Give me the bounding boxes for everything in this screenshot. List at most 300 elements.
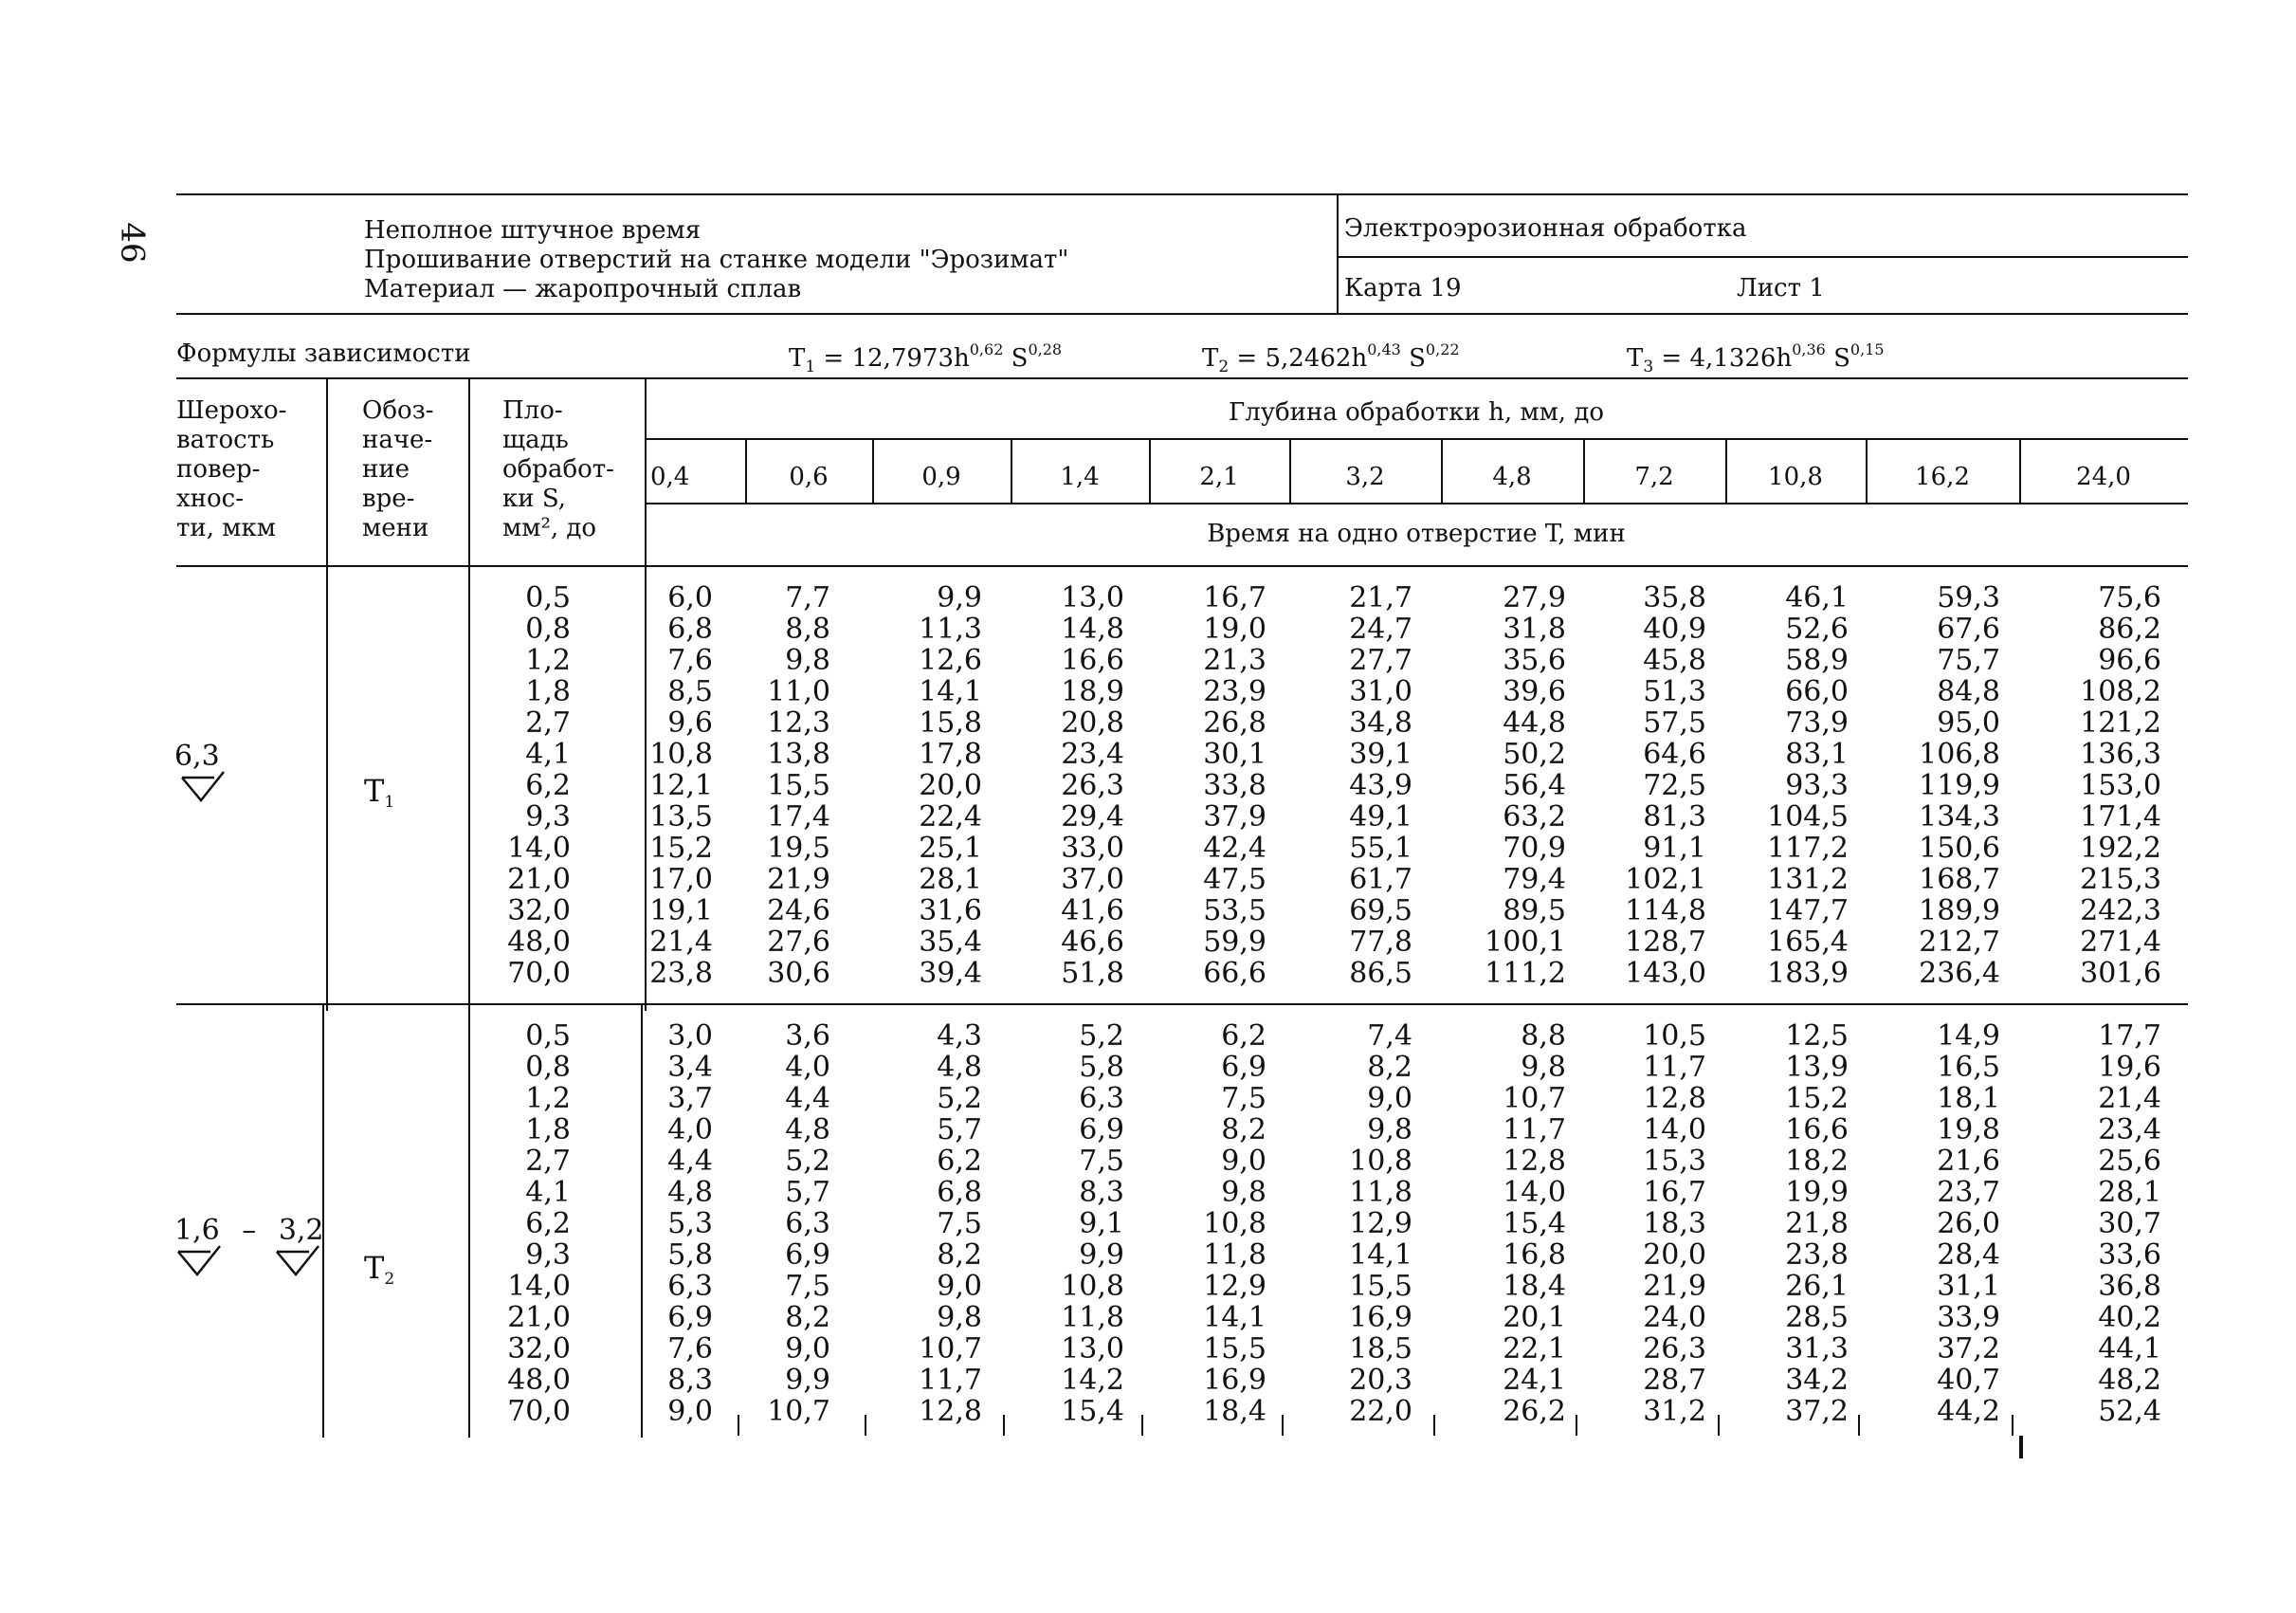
time-value: 12,8 [919, 1395, 982, 1428]
time-value: 12,3 [767, 706, 830, 740]
depth-header-cell: 4,8 [1492, 463, 1532, 491]
time-value: 15,2 [649, 832, 713, 865]
time-value: 46,6 [1061, 926, 1124, 959]
time-value: 4,3 [937, 1019, 982, 1053]
time-column [1471, 582, 1566, 989]
time-value: 75,6 [2098, 581, 2161, 614]
col-rule [468, 565, 470, 1011]
formulas-label: Формулы зависимости [176, 339, 471, 368]
col-rule [326, 377, 328, 565]
time-value: 15,4 [1061, 1395, 1124, 1428]
time-column [887, 582, 982, 989]
time-column [1754, 1020, 1849, 1427]
time-value: 17,8 [919, 738, 982, 771]
time-value: 19,1 [649, 894, 713, 927]
time-value: 37,2 [1785, 1395, 1849, 1428]
formula-t2 [1202, 336, 1460, 381]
area-value: 1,2 [525, 1082, 571, 1115]
time-value: 73,9 [1785, 706, 1849, 740]
time-value: 37,0 [1061, 863, 1124, 896]
time-value: 7,5 [937, 1207, 982, 1240]
depth-header-cell: 10,8 [1768, 463, 1823, 491]
data-col-rule [1141, 1415, 1143, 1436]
time-value: 9,9 [937, 581, 982, 614]
formula-t2-exp-s: 0,22 [1425, 340, 1460, 358]
time-value: 44,1 [2098, 1332, 2161, 1366]
time-value: 8,3 [667, 1364, 713, 1397]
data-col-rule [738, 1415, 739, 1436]
time-value: 8,2 [785, 1301, 830, 1334]
data-col-rule [1718, 1415, 1720, 1436]
depth-row-rule [645, 503, 2188, 504]
time-value: 165,4 [1767, 926, 1849, 959]
time-value: 16,6 [1061, 644, 1124, 677]
area-hdr-line: ки S, [502, 485, 566, 513]
time-value: 10,8 [1203, 1207, 1266, 1240]
roughness-dash: – [242, 1214, 257, 1247]
time-value: 31,6 [919, 894, 982, 927]
time-value: 24,1 [1503, 1364, 1566, 1397]
time-value: 21,8 [1785, 1207, 1849, 1240]
roughness-a: 1,6 [174, 1214, 220, 1247]
time-value: 8,2 [1221, 1113, 1266, 1146]
designation-hdr-line: ние [362, 455, 410, 484]
time-value: 9,6 [667, 706, 713, 740]
time-value: 12,8 [1643, 1082, 1706, 1115]
depth-header-cell: 0,9 [921, 463, 961, 491]
time-value: 17,7 [2098, 1019, 2161, 1053]
time-value: 23,4 [1061, 738, 1124, 771]
time-value: 21,7 [1349, 581, 1412, 614]
time-column [1172, 1020, 1266, 1427]
time-value: 20,0 [919, 769, 982, 802]
data-col-rule [1576, 1415, 1577, 1436]
time-value: 10,5 [1643, 1019, 1706, 1053]
time-value: 6,0 [667, 581, 713, 614]
time-value: 12,9 [1203, 1270, 1266, 1303]
data-col-rule [1858, 1415, 1860, 1436]
time-value: 72,5 [1643, 769, 1706, 802]
time-value: 14,1 [919, 675, 982, 708]
time-value: 69,5 [1349, 894, 1412, 927]
header-title [364, 216, 1068, 304]
time-value: 39,1 [1349, 738, 1412, 771]
time-value: 6,9 [1079, 1113, 1124, 1146]
formulas-bottom-rule [176, 377, 2188, 379]
time-value: 14,0 [1503, 1176, 1566, 1209]
area-value: 2,7 [525, 706, 571, 740]
time-value: 61,7 [1349, 863, 1412, 896]
depth-col-rule [1725, 438, 1727, 503]
area-hdr-line: обработ- [502, 455, 614, 484]
time-value: 19,9 [1785, 1176, 1849, 1209]
time-value: 11,0 [767, 675, 830, 708]
time-value: 64,6 [1643, 738, 1706, 771]
time-value: 52,4 [2098, 1395, 2161, 1428]
time-value: 40,9 [1643, 613, 1706, 646]
time-value: 26,8 [1203, 706, 1266, 740]
time-column [1905, 1020, 2000, 1427]
time-value: 31,3 [1785, 1332, 1849, 1366]
time-value: 21,3 [1203, 644, 1266, 677]
time-column [1030, 1020, 1124, 1427]
time-value: 15,3 [1643, 1145, 1706, 1178]
time-value: 114,8 [1625, 894, 1706, 927]
time-value: 4,8 [937, 1051, 982, 1084]
time-column [2067, 582, 2161, 989]
time-value: 26,1 [1785, 1270, 1849, 1303]
formula-t3-sym: T [1627, 344, 1644, 373]
time-value: 16,9 [1349, 1301, 1412, 1334]
depth-header: Глубина обработки h, мм, до [1228, 398, 1604, 427]
time-value: 9,8 [785, 644, 830, 677]
data-col-rule [2012, 1415, 2014, 1436]
area-value: 21,0 [507, 1301, 571, 1334]
time-value: 15,4 [1503, 1207, 1566, 1240]
time-value: 111,2 [1485, 957, 1566, 990]
time-value: 20,8 [1061, 706, 1124, 740]
time-column [1471, 1020, 1566, 1427]
time-value: 6,9 [667, 1301, 713, 1334]
time-value: 4,4 [667, 1145, 713, 1178]
time-value: 11,8 [1349, 1176, 1412, 1209]
depth-col-rule [745, 438, 747, 503]
time-value: 4,4 [785, 1082, 830, 1115]
time-value: 43,9 [1349, 769, 1412, 802]
time-value: 86,5 [1349, 957, 1412, 990]
time-value: 16,9 [1203, 1364, 1266, 1397]
time-value: 6,9 [785, 1238, 830, 1272]
time-value: 66,0 [1785, 675, 1849, 708]
time-value: 134,3 [1919, 800, 2000, 834]
time-value: 47,5 [1203, 863, 1266, 896]
time-value: 22,0 [1349, 1395, 1412, 1428]
time-column [618, 582, 713, 989]
time-value: 29,4 [1061, 800, 1124, 834]
time-column [1754, 582, 1849, 989]
time-value: 192,2 [2080, 832, 2161, 865]
area-value: 70,0 [507, 1395, 571, 1428]
time-value: 34,8 [1349, 706, 1412, 740]
time-value: 51,3 [1643, 675, 1706, 708]
time-value: 143,0 [1625, 957, 1706, 990]
time-value: 66,6 [1203, 957, 1266, 990]
time-column [2067, 1020, 2161, 1427]
col-rule [468, 377, 470, 565]
time-value: 11,3 [919, 613, 982, 646]
time-value: 9,9 [785, 1364, 830, 1397]
time-value: 6,3 [667, 1270, 713, 1303]
time-value: 19,6 [2098, 1051, 2161, 1084]
depth-header-rule [645, 438, 2188, 440]
time-value: 95,0 [1937, 706, 2000, 740]
time-value: 15,8 [919, 706, 982, 740]
data-col-rule [1282, 1415, 1284, 1436]
time-value: 45,8 [1643, 644, 1706, 677]
time-value: 28,4 [1937, 1238, 2000, 1272]
time-value: 121,2 [2080, 706, 2161, 740]
time-value: 33,8 [1203, 769, 1266, 802]
time-value: 128,7 [1625, 926, 1706, 959]
time-value: 15,5 [1349, 1270, 1412, 1303]
time-value: 18,5 [1349, 1332, 1412, 1366]
time-value: 16,7 [1203, 581, 1266, 614]
formula-t3 [1627, 336, 1885, 381]
designation-hdr-line: вре- [362, 485, 415, 513]
time-value: 13,0 [1061, 1332, 1124, 1366]
roughness-6-3-value: 6,3 [174, 740, 220, 773]
time-value: 9,8 [1367, 1113, 1412, 1146]
col-designation-header [362, 396, 434, 543]
area-hdr-line: мм², до [502, 514, 597, 542]
area-value: 21,0 [507, 863, 571, 896]
time-value: 19,5 [767, 832, 830, 865]
depth-col-rule [1289, 438, 1291, 503]
time-value: 27,7 [1349, 644, 1412, 677]
roughness-hdr-line: ватость [176, 426, 275, 454]
time-value: 18,2 [1785, 1145, 1849, 1178]
roughness-hdr-line: ти, мкм [176, 514, 276, 542]
time-value: 30,7 [2098, 1207, 2161, 1240]
time-value: 23,8 [1785, 1238, 1849, 1272]
time-value: 39,6 [1503, 675, 1566, 708]
time-value: 30,6 [767, 957, 830, 990]
time-column [1172, 582, 1266, 989]
time-value: 26,0 [1937, 1207, 2000, 1240]
time-value: 70,9 [1503, 832, 1566, 865]
col-area-header [502, 396, 614, 543]
time-value: 5,2 [785, 1145, 830, 1178]
time-value: 50,2 [1503, 738, 1566, 771]
time-value: 35,8 [1643, 581, 1706, 614]
time-value: 19,0 [1203, 613, 1266, 646]
sheet-number: Лист 1 [1737, 274, 1825, 302]
designation-t1-sub: 1 [384, 793, 395, 812]
block-separator-rule [176, 1003, 2188, 1005]
time-value: 16,6 [1785, 1113, 1849, 1146]
time-value: 16,5 [1937, 1051, 2000, 1084]
designation-hdr-line: мени [362, 514, 429, 542]
time-value: 55,1 [1349, 832, 1412, 865]
time-value: 13,5 [649, 800, 713, 834]
time-value: 8,2 [1367, 1051, 1412, 1084]
formula-t3-coef: = 4,1326h [1653, 344, 1793, 373]
time-value: 242,3 [2080, 894, 2161, 927]
roughness-hdr-line: повер- [176, 455, 261, 484]
time-value: 9,8 [1221, 1176, 1266, 1209]
time-value: 7,5 [1221, 1082, 1266, 1115]
area-value: 4,1 [525, 738, 571, 771]
time-value: 20,3 [1349, 1364, 1412, 1397]
time-value: 22,4 [919, 800, 982, 834]
time-value: 31,2 [1643, 1395, 1706, 1428]
time-value: 150,6 [1919, 832, 2000, 865]
time-column [1612, 1020, 1706, 1427]
time-value: 5,8 [667, 1238, 713, 1272]
time-value: 27,9 [1503, 581, 1566, 614]
time-value: 6,8 [937, 1176, 982, 1209]
area-value: 70,0 [507, 957, 571, 990]
time-value: 91,1 [1643, 832, 1706, 865]
title-line-1: Неполное штучное время [364, 216, 702, 245]
time-value: 10,8 [1349, 1145, 1412, 1178]
time-value: 18,4 [1503, 1270, 1566, 1303]
time-value: 18,9 [1061, 675, 1124, 708]
time-value: 11,7 [1503, 1113, 1566, 1146]
depth-header-cell: 2,1 [1199, 463, 1239, 491]
time-value: 4,8 [667, 1176, 713, 1209]
time-value: 12,5 [1785, 1019, 1849, 1053]
formula-t1-exp-h: 0,62 [969, 340, 1004, 358]
time-value: 37,9 [1203, 800, 1266, 834]
time-value: 16,8 [1503, 1238, 1566, 1272]
formula-t1-exp-s: 0,28 [1028, 340, 1063, 358]
depth-header-cell: 16,2 [1915, 463, 1970, 491]
time-value: 9,1 [1079, 1207, 1124, 1240]
time-value: 21,6 [1937, 1145, 2000, 1178]
time-value: 21,9 [767, 863, 830, 896]
designation-t1 [364, 773, 394, 812]
time-value: 75,7 [1937, 644, 2000, 677]
time-value: 10,7 [919, 1332, 982, 1366]
depth-header-cell: 3,2 [1345, 463, 1385, 491]
page-number: 46 [113, 222, 152, 264]
formula-t2-s: S [1400, 344, 1426, 373]
time-value: 12,6 [919, 644, 982, 677]
time-value: 40,2 [2098, 1301, 2161, 1334]
time-column [887, 1020, 982, 1427]
depth-col-rule [1149, 438, 1151, 503]
time-value: 3,7 [667, 1082, 713, 1115]
roughness-hdr-line: Шерохо- [176, 396, 287, 425]
time-value: 215,3 [2080, 863, 2161, 896]
header-right-rule [1337, 256, 2188, 258]
time-column [1318, 582, 1412, 989]
formula-t2-coef: = 5,2462h [1229, 344, 1368, 373]
time-value: 11,8 [1061, 1301, 1124, 1334]
time-value: 11,7 [919, 1364, 982, 1397]
time-value: 11,7 [1643, 1051, 1706, 1084]
depth-col-rule [1441, 438, 1443, 503]
formula-t1-sym: T [789, 344, 806, 373]
area-hdr-line: щадь [502, 426, 569, 454]
roughness-hdr-line: хнос- [176, 485, 244, 513]
time-value: 8,8 [785, 613, 830, 646]
time-value: 21,9 [1643, 1270, 1706, 1303]
formula-t1-coef: = 12,7973h [815, 344, 970, 373]
time-value: 21,4 [649, 926, 713, 959]
time-value: 44,2 [1937, 1395, 2000, 1428]
depth-col-rule [872, 438, 874, 503]
time-value: 57,5 [1643, 706, 1706, 740]
time-value: 36,8 [2098, 1270, 2161, 1303]
time-value: 8,3 [1079, 1176, 1124, 1209]
time-value: 18,1 [1937, 1082, 2000, 1115]
roughness-b: 3,2 [278, 1214, 324, 1247]
time-value: 23,8 [649, 957, 713, 990]
time-column [736, 1020, 830, 1427]
time-value: 8,5 [667, 675, 713, 708]
time-value: 26,3 [1061, 769, 1124, 802]
top-rule [176, 193, 2188, 195]
area-column [493, 1020, 571, 1427]
time-value: 28,5 [1785, 1301, 1849, 1334]
time-value: 14,9 [1937, 1019, 2000, 1053]
time-value: 14,1 [1203, 1301, 1266, 1334]
time-value: 119,9 [1919, 769, 2000, 802]
time-value: 24,6 [767, 894, 830, 927]
time-value: 24,7 [1349, 613, 1412, 646]
roughness-1-6-3-2 [174, 1214, 324, 1247]
time-value: 136,3 [2080, 738, 2161, 771]
time-value: 106,8 [1919, 738, 2000, 771]
time-value: 7,6 [667, 644, 713, 677]
time-value: 22,1 [1503, 1332, 1566, 1366]
time-value: 13,0 [1061, 581, 1124, 614]
time-value: 5,7 [937, 1113, 982, 1146]
time-value: 131,2 [1767, 863, 1849, 896]
time-header: Время на одно отверстие T, мин [1207, 520, 1626, 548]
time-value: 63,2 [1503, 800, 1566, 834]
time-value: 46,1 [1785, 581, 1849, 614]
time-value: 21,4 [2098, 1082, 2161, 1115]
title-line-2: Прошивание отверстий на станке модели "Эрозимат" [364, 246, 1069, 274]
time-value: 23,9 [1203, 675, 1266, 708]
time-value: 4,0 [785, 1051, 830, 1084]
time-value: 25,1 [919, 832, 982, 865]
area-hdr-line: Пло- [502, 396, 563, 425]
time-value: 7,6 [667, 1332, 713, 1366]
time-value: 14,1 [1349, 1238, 1412, 1272]
data-col-rule [1433, 1415, 1435, 1436]
roughness-triangle-icon [275, 1244, 324, 1278]
header-bottom-rule [176, 313, 2188, 315]
time-value: 271,4 [2080, 926, 2161, 959]
formula-t1-sub: 1 [805, 357, 816, 376]
time-value: 49,1 [1349, 800, 1412, 834]
time-value: 37,2 [1937, 1332, 2000, 1366]
time-value: 30,1 [1203, 738, 1266, 771]
time-value: 5,2 [937, 1082, 982, 1115]
time-value: 52,6 [1785, 613, 1849, 646]
designation-hdr-line: Обоз- [362, 396, 434, 425]
time-value: 9,8 [1521, 1051, 1566, 1084]
time-value: 11,8 [1203, 1238, 1266, 1272]
depth-header-cell: 7,2 [1634, 463, 1674, 491]
designation-hdr-line: наче- [362, 426, 433, 454]
time-value: 12,9 [1349, 1207, 1412, 1240]
col-rule [326, 565, 328, 1011]
time-value: 12,8 [1503, 1145, 1566, 1178]
area-value: 2,7 [525, 1145, 571, 1178]
time-value: 7,5 [785, 1270, 830, 1303]
time-value: 56,4 [1503, 769, 1566, 802]
data-col-rule [2019, 1436, 2023, 1458]
formula-t1-s: S [1003, 344, 1029, 373]
time-value: 7,7 [785, 581, 830, 614]
roughness-6-3 [174, 740, 220, 773]
time-value: 19,8 [1937, 1113, 2000, 1146]
time-value: 89,5 [1503, 894, 1566, 927]
time-value: 4,8 [785, 1113, 830, 1146]
time-value: 81,3 [1643, 800, 1706, 834]
time-value: 6,3 [785, 1207, 830, 1240]
time-value: 212,7 [1919, 926, 2000, 959]
formula-t3-s: S [1825, 344, 1850, 373]
card-number: Карта 19 [1344, 274, 1462, 302]
time-value: 26,3 [1643, 1332, 1706, 1366]
area-value: 14,0 [507, 832, 571, 865]
